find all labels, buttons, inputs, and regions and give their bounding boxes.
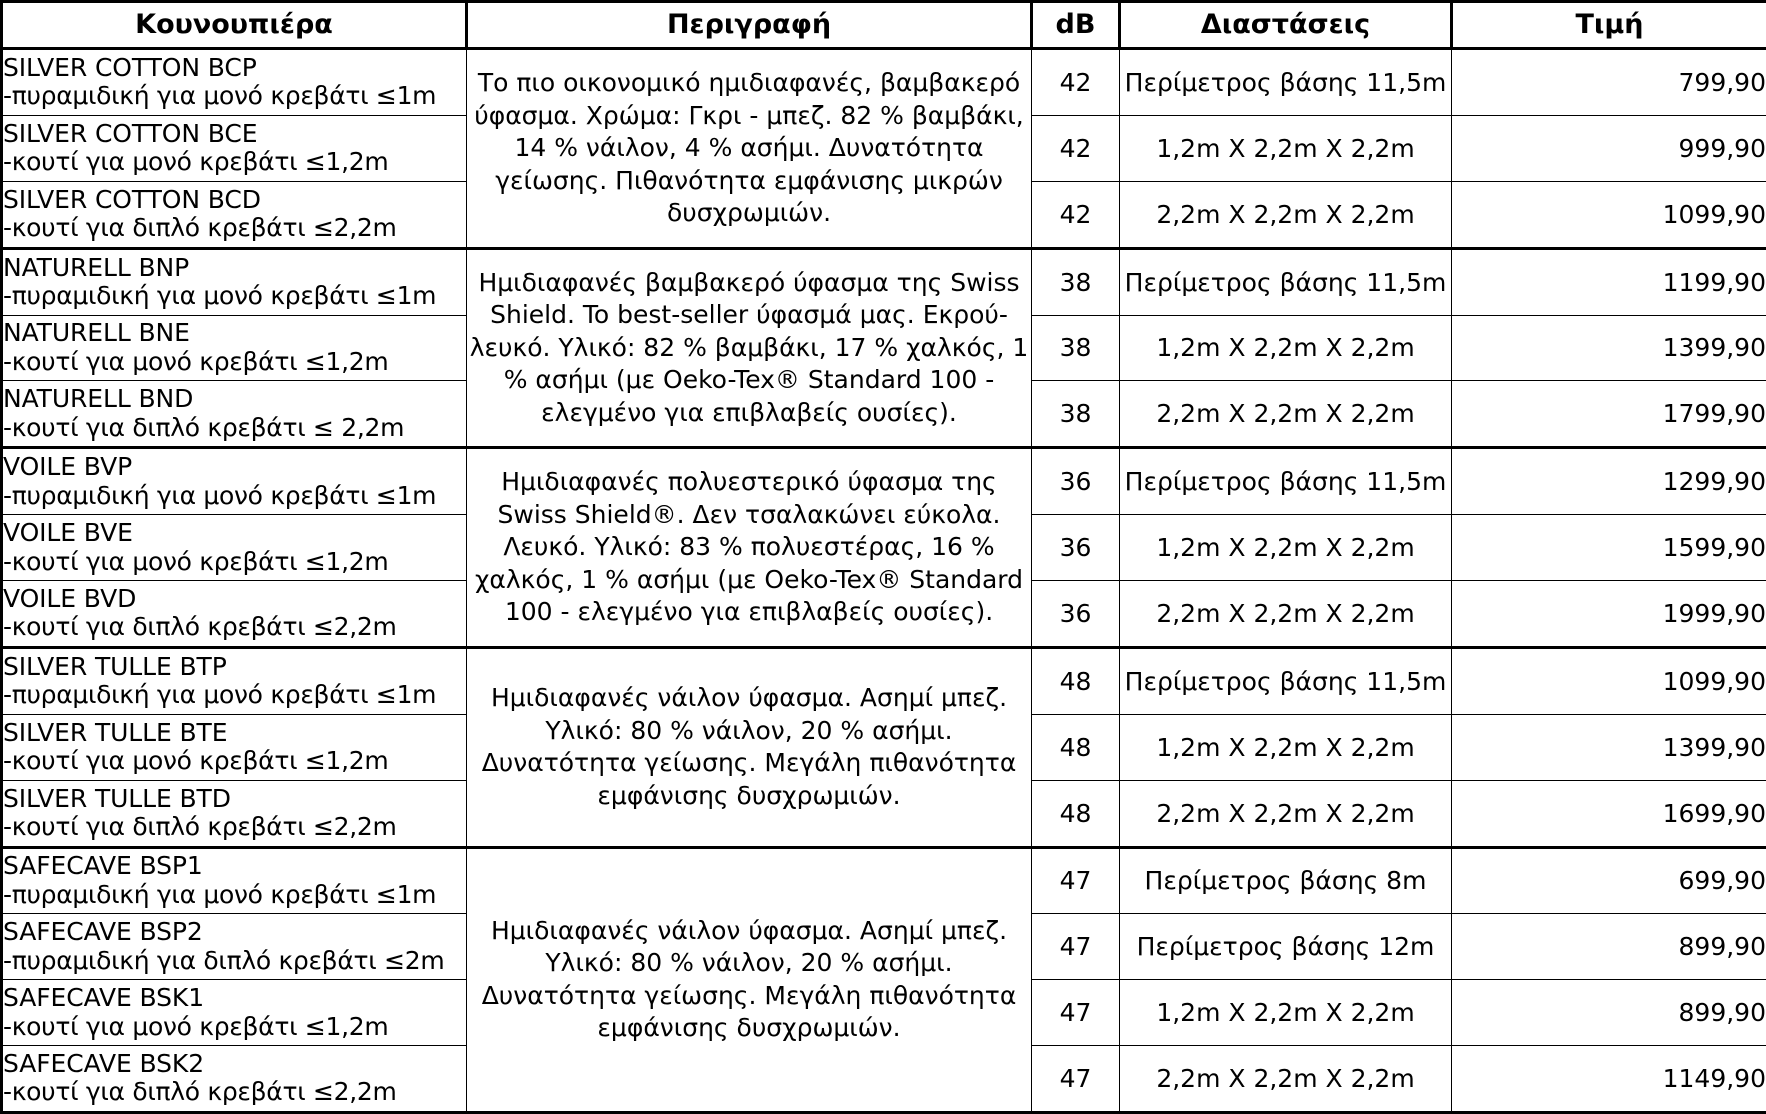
dimensions-cell: Περίμετρος βάσης 11,5m	[1120, 647, 1452, 714]
dimensions-cell: 1,2m X 2,2m X 2,2m	[1120, 980, 1452, 1046]
product-model-label: SAFECAVE BSP1	[3, 851, 203, 881]
table-header	[2, 2, 1766, 49]
product-name-cell	[2, 980, 467, 1046]
dimensions-cell: 2,2m X 2,2m X 2,2m	[1120, 181, 1452, 248]
product-model-label: SILVER TULLE BTE	[3, 717, 228, 747]
product-model-label: SILVER COTTON BCE	[3, 118, 258, 148]
description-cell: Ημιδιαφανές νάιλον ύφασμα. Ασημί μπεζ. Υλικό: 80 % νάιλον, 20 % ασήμι. Δυνατότητα γείωσης. Μεγάλη πιθανότητα εμφάνισης δυσχρωμιών.	[467, 647, 1032, 847]
db-value-cell: 42	[1032, 181, 1120, 248]
product-name-cell	[2, 580, 467, 647]
dimensions-cell: Περίμετρος βάσης 8m	[1120, 847, 1452, 914]
product-model-label: VOILE BVE	[3, 518, 133, 548]
product-name-cell	[2, 115, 467, 181]
price-cell: 1299,90	[1452, 448, 1766, 515]
price-cell: 1099,90	[1452, 647, 1766, 714]
price-cell: 999,90	[1452, 115, 1766, 181]
db-value-cell: 48	[1032, 780, 1120, 847]
price-cell: 1799,90	[1452, 381, 1766, 448]
price-cell: 1399,90	[1452, 714, 1766, 780]
db-value-cell: 47	[1032, 980, 1120, 1046]
product-variant-label: -κουτί για μονό κρεβάτι ≤1,2m	[3, 746, 389, 776]
product-model-label: VOILE BVP	[3, 452, 133, 482]
product-name-cell	[2, 847, 467, 914]
product-model-label: SILVER COTTON BCP	[3, 52, 257, 82]
product-name-cell	[2, 1045, 467, 1112]
db-value-cell: 38	[1032, 248, 1120, 315]
product-variant-label: -πυραμιδική για μονό κρεβάτι ≤1m	[3, 81, 437, 111]
product-name-cell	[2, 49, 467, 116]
table-row	[2, 847, 1766, 914]
product-model-label: VOILE BVD	[3, 583, 137, 613]
description-cell: Ημιδιαφανές πολυεστερικό ύφασμα της Swiss Shield®. Δεν τσαλακώνει εύκολα. Λευκό. Υλικό: 83 % πολυεστέρας, 16 % χαλκός, 1 % ασήμι (με Oeko-Tex® Standard 100 - ελεγμένο για επιβλαβείς ουσίες).	[467, 448, 1032, 648]
dimensions-cell: 1,2m X 2,2m X 2,2m	[1120, 315, 1452, 381]
product-name-cell	[2, 381, 467, 448]
price-cell: 1999,90	[1452, 580, 1766, 647]
product-model-label: SILVER TULLE BTP	[3, 651, 227, 681]
product-name-cell	[2, 181, 467, 248]
db-value-cell: 42	[1032, 49, 1120, 116]
description-cell: Το πιο οικονομικό ημιδιαφανές, βαμβακερό ύφασμα. Χρώμα: Γκρι - μπεζ. 82 % βαμβάκι, 14 % νάιλον, 4 % ασήμι. Δυνατότητα γείωσης. Πιθανότητα εμφάνισης μικρών δυσχρωμιών.	[467, 49, 1032, 249]
db-value-cell: 48	[1032, 647, 1120, 714]
product-variant-label: -κουτί για διπλό κρεβάτι ≤2,2m	[3, 213, 397, 243]
product-name-cell	[2, 448, 467, 515]
price-cell: 1199,90	[1452, 248, 1766, 315]
column-header-description: Περιγραφή	[467, 2, 1032, 49]
db-value-cell: 38	[1032, 381, 1120, 448]
product-name-cell	[2, 780, 467, 847]
column-header-dimensions: Διαστάσεις	[1120, 2, 1452, 49]
product-variant-label: -κουτί για μονό κρεβάτι ≤1,2m	[3, 346, 389, 376]
product-name-cell	[2, 515, 467, 581]
product-name-cell	[2, 248, 467, 315]
dimensions-cell: 1,2m X 2,2m X 2,2m	[1120, 115, 1452, 181]
db-value-cell: 36	[1032, 515, 1120, 581]
product-variant-label: -κουτί για διπλό κρεβάτι ≤2,2m	[3, 812, 397, 842]
product-variant-label: -πυραμιδική για διπλό κρεβάτι ≤2m	[3, 945, 445, 975]
db-value-cell: 47	[1032, 1045, 1120, 1112]
db-value-cell: 36	[1032, 448, 1120, 515]
product-name-cell	[2, 315, 467, 381]
price-cell: 1149,90	[1452, 1045, 1766, 1112]
dimensions-cell: 2,2m X 2,2m X 2,2m	[1120, 780, 1452, 847]
product-variant-label: -κουτί για μονό κρεβάτι ≤1,2m	[3, 546, 389, 576]
description-cell: Ημιδιαφανές νάιλον ύφασμα. Ασημί μπεζ. Υλικό: 80 % νάιλον, 20 % ασήμι. Δυνατότητα γείωσης. Μεγάλη πιθανότητα εμφάνισης δυσχρωμιών.	[467, 847, 1032, 1113]
db-value-cell: 38	[1032, 315, 1120, 381]
product-variant-label: -κουτί για μονό κρεβάτι ≤1,2m	[3, 1011, 389, 1041]
price-cell: 1099,90	[1452, 181, 1766, 248]
db-value-cell: 42	[1032, 115, 1120, 181]
product-model-label: NATURELL BNP	[3, 252, 190, 282]
product-model-label: SILVER COTTON BCD	[3, 184, 261, 214]
dimensions-cell: 1,2m X 2,2m X 2,2m	[1120, 515, 1452, 581]
product-model-label: SAFECAVE BSP2	[3, 917, 203, 947]
db-value-cell: 36	[1032, 580, 1120, 647]
price-cell: 899,90	[1452, 914, 1766, 980]
dimensions-cell: Περίμετρος βάσης 11,5m	[1120, 49, 1452, 116]
description-cell: Ημιδιαφανές βαμβακερό ύφασμα της Swiss Shield. To best-seller ύφασμά μας. Εκρού-λευκό. Υλικό: 82 % βαμβάκι, 17 % χαλκός, 1 % ασήμι (με Oeko-Tex® Standard 100 - ελεγμένο για επιβλαβείς ουσίες).	[467, 248, 1032, 448]
price-cell: 1599,90	[1452, 515, 1766, 581]
product-model-label: NATURELL BNE	[3, 318, 190, 348]
product-variant-label: -κουτί για διπλό κρεβάτι ≤2,2m	[3, 1077, 397, 1107]
column-header-db: dB	[1032, 2, 1120, 49]
table-row	[2, 248, 1766, 315]
dimensions-cell: 2,2m X 2,2m X 2,2m	[1120, 580, 1452, 647]
price-cell: 799,90	[1452, 49, 1766, 116]
product-model-label: SILVER TULLE BTD	[3, 783, 231, 813]
dimensions-cell: Περίμετρος βάσης 11,5m	[1120, 448, 1452, 515]
product-variant-label: -κουτί για διπλό κρεβάτι ≤2,2m	[3, 612, 397, 642]
product-model-label: SAFECAVE BSK2	[3, 1048, 204, 1078]
header-row	[2, 2, 1766, 49]
table-row	[2, 448, 1766, 515]
product-variant-label: -πυραμιδική για μονό κρεβάτι ≤1m	[3, 281, 437, 311]
db-value-cell: 48	[1032, 714, 1120, 780]
price-cell: 699,90	[1452, 847, 1766, 914]
column-header-name: Κουνουπιέρα	[2, 2, 467, 49]
dimensions-cell: 1,2m X 2,2m X 2,2m	[1120, 714, 1452, 780]
price-cell: 1699,90	[1452, 780, 1766, 847]
product-variant-label: -κουτί για μονό κρεβάτι ≤1,2m	[3, 147, 389, 177]
product-name-cell	[2, 647, 467, 714]
table-row	[2, 647, 1766, 714]
product-variant-label: -πυραμιδική για μονό κρεβάτι ≤1m	[3, 480, 437, 510]
dimensions-cell: Περίμετρος βάσης 12m	[1120, 914, 1452, 980]
product-variant-label: -πυραμιδική για μονό κρεβάτι ≤1m	[3, 879, 437, 909]
price-cell: 1399,90	[1452, 315, 1766, 381]
product-name-cell	[2, 914, 467, 980]
product-variant-label: -πυραμιδική για μονό κρεβάτι ≤1m	[3, 680, 437, 710]
product-model-label: SAFECAVE BSK1	[3, 983, 204, 1013]
product-model-label: NATURELL BND	[3, 384, 194, 414]
product-name-cell	[2, 714, 467, 780]
price-cell: 899,90	[1452, 980, 1766, 1046]
db-value-cell: 47	[1032, 914, 1120, 980]
dimensions-cell: Περίμετρος βάσης 11,5m	[1120, 248, 1452, 315]
db-value-cell: 47	[1032, 847, 1120, 914]
column-header-price: Τιμή	[1452, 2, 1766, 49]
table-body	[2, 49, 1766, 1113]
dimensions-cell: 2,2m X 2,2m X 2,2m	[1120, 381, 1452, 448]
dimensions-cell: 2,2m X 2,2m X 2,2m	[1120, 1045, 1452, 1112]
product-variant-label: -κουτί για διπλό κρεβάτι ≤ 2,2m	[3, 412, 405, 442]
table-row	[2, 49, 1766, 116]
